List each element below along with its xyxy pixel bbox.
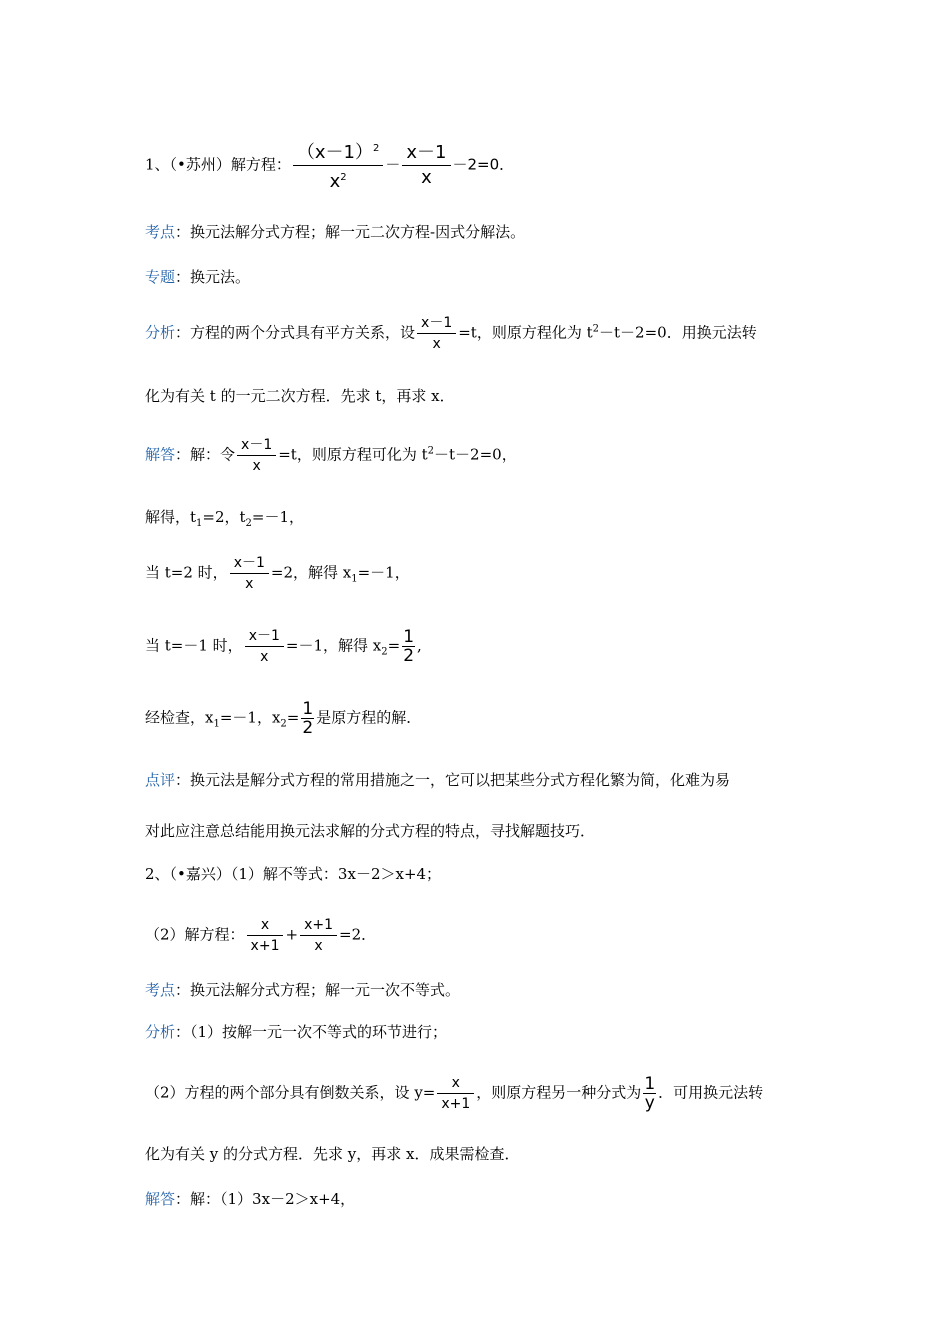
label-dianping: 点评 — [145, 771, 176, 789]
q2-fenxi-fraction: $\frac{x}{x+1}$ — [437, 1074, 474, 1113]
q1-fraction-2: $\frac{x-1}{x}$ — [402, 142, 450, 189]
label-jieda-2: 解答 — [145, 1190, 176, 1208]
label-fenxi: 分析 — [145, 323, 176, 342]
q2-fraction-1: $\frac{x}{x+1}$ — [247, 916, 284, 955]
fenxi-fraction: $\frac{x-1}{x}$ — [417, 314, 456, 353]
q1-dianping: 点评：换元法是解分式方程的常用措施之一，它可以把某些分式方程化繁为简，化难为易 — [145, 771, 731, 789]
label-fenxi-2: 分析 — [145, 1023, 176, 1041]
q1-fenxi: 分析：方程的两个分式具有平方关系，设 $\frac{x-1}{x}$ =t，则原方程化为 $t^2-t-2=0$．用换元法转 — [145, 315, 757, 352]
q2-part2: （2）解方程： $\frac{x}{x+1}$ + $\frac{x+1}{x}$ =2． — [145, 917, 377, 954]
q1-dianping-line2: 对此应注意总结能用换元法求解的分式方程的特点，寻找解题技巧． — [145, 822, 596, 840]
q1-header-line: 1、（•苏州）解方程： $\frac{(x-1)^2}{x^2}$ － $\frac{x-1}{x}$ －2=0． — [145, 138, 514, 193]
q1-check: 经检查，$x_1=-1$，$x_2=$ $\frac{1}{2}$ 是原方程的解． — [145, 699, 422, 738]
label-kaodian: 考点 — [145, 223, 176, 241]
q1-solve: 解得，$t_1=2$，$t_2=-1$， — [145, 508, 305, 529]
q1-fenxi-line2: 化为有关 t 的一元二次方程．先求 t，再求 x． — [145, 387, 455, 405]
q1-kaodian: 考点：换元法解分式方程；解一元二次方程-因式分解法。 — [145, 223, 526, 241]
q2-header: 2、（•嘉兴）（1）解不等式：3x－2＞x+4； — [145, 865, 442, 883]
q1-case1: 当 t=2 时， $\frac{x-1}{x}$ =2，解得 $x_1=-1$， — [145, 555, 410, 592]
q2-kaodian: 考点：换元法解分式方程；解一元一次不等式。 — [145, 981, 461, 999]
case2-half: $\frac{1}{2}$ — [403, 627, 415, 666]
q1-header: 1、（•苏州）解方程： — [145, 155, 291, 174]
q1-fraction-1: $\frac{(x-1)^2}{x^2}$ — [293, 138, 383, 193]
q2-fenxi: 分析：（1）按解一元一次不等式的环节进行； — [145, 1023, 448, 1041]
label-zhuanti: 专题 — [145, 268, 176, 286]
q2-fenxi-line3: 化为有关 y 的分式方程．先求 y，再求 x．成果需检查． — [145, 1145, 520, 1163]
q2-fraction-2: $\frac{x+1}{x}$ — [300, 916, 337, 955]
q1-zhuanti: 专题：换元法。 — [145, 268, 251, 286]
q2-fenxi-reciprocal: $\frac{1}{y}$ — [644, 1074, 656, 1113]
check-half: $\frac{1}{2}$ — [302, 699, 314, 738]
q1-jieda: 解答：解：令 $\frac{x-1}{x}$ =t，则原方程可化为 $t^2-t-2=0$， — [145, 437, 517, 474]
q2-fenxi-2: （2）方程的两个部分具有倒数关系，设 y= $\frac{x}{x+1}$ ，则原方程另一种分式为 $\frac{1}{y}$ ．可用换元法转 — [145, 1074, 764, 1113]
label-kaodian-2: 考点 — [145, 981, 176, 999]
label-jieda: 解答 — [145, 445, 176, 464]
case2-fraction: $\frac{x-1}{x}$ — [245, 627, 284, 666]
case1-fraction: $\frac{x-1}{x}$ — [230, 554, 269, 593]
q2-jieda: 解答：解：（1）3x－2＞x+4， — [145, 1190, 356, 1208]
q1-case2: 当 t=－1 时， $\frac{x-1}{x}$ =－1，解得 $x_2=$ $\frac{1}{2}$ , — [145, 627, 422, 666]
jieda-fraction: $\frac{x-1}{x}$ — [237, 436, 276, 475]
